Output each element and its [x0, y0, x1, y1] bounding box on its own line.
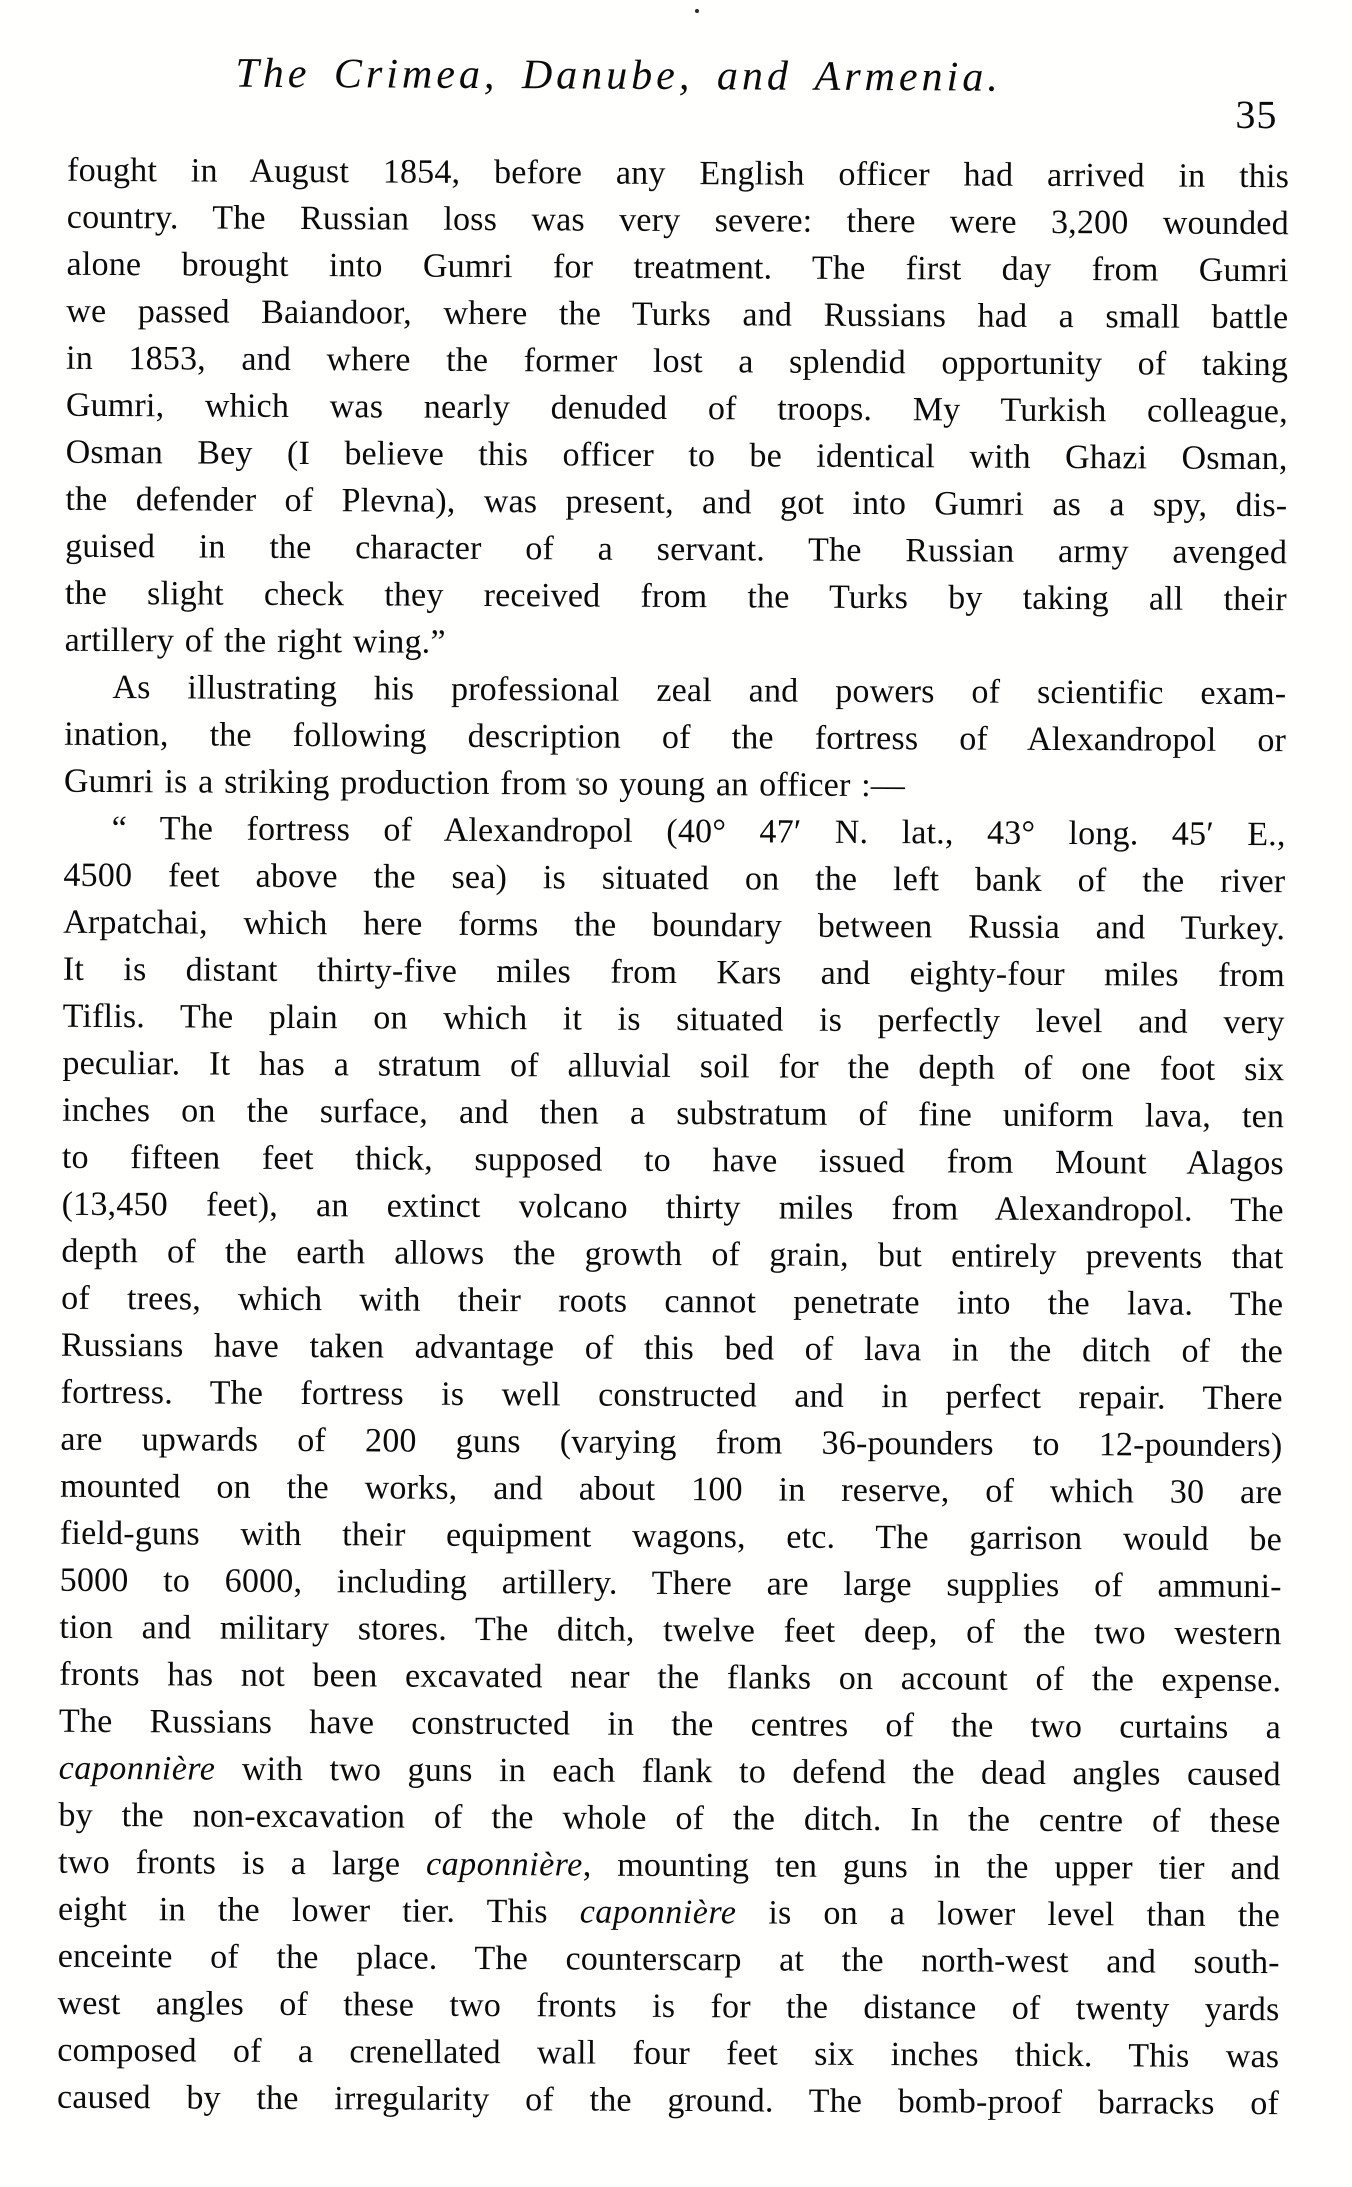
text-line: in 1853, and where the former lost a splendid opportunity of taking [66, 339, 1289, 384]
text-line: Arpatchai, which here forms the boundary between Russia and Turkey. [63, 903, 1286, 948]
text-line: peculiar. It has a stratum of alluvial soil for the depth of one foot six [62, 1044, 1285, 1089]
text-line: artillery of the right wing.” [64, 621, 446, 661]
text-line: Gumri, which was nearly denuded of troops. My Turkish colleague, [65, 386, 1288, 431]
text-line: we passed Baiandoor, where the Turks and Russians had a small battle [66, 292, 1289, 337]
text-line: west angles of these two fronts is for the distance of twenty yards [57, 1984, 1280, 2029]
text-line: fortress. The fortress is well constructed and in perfect repair. There [60, 1373, 1283, 1418]
text-line: As illustrating his professional zeal and powers of scientific exam- [112, 669, 1287, 713]
text-line: Osman Bey (I believe this officer to be identical with Ghazi Osman, [65, 433, 1288, 478]
text-line: eight in the lower tier. This caponnière is on a lower level than the [57, 1890, 1281, 1935]
text-line: Russians have taken advantage of this bed of lava in the ditch of the [60, 1326, 1284, 1371]
text-line: (13,450 feet), an extinct volcano thirty miles from Alexandropol. The [61, 1185, 1284, 1230]
page-body [57, 147, 1289, 2127]
text-line: guised in the character of a servant. The Russian army avenged [65, 527, 1288, 572]
text-line: are upwards of 200 guns (varying from 36-pounders to 12-pounders) [60, 1420, 1283, 1465]
text-line: 5000 to 6000, including artillery. There are large supplies of ammuni- [59, 1561, 1282, 1606]
paragraph [64, 664, 1287, 811]
running-title: The Crimea, Danube, and Armenia. [235, 50, 1002, 101]
text-line: tion and military stores. The ditch, twelve feet deep, of the two western [59, 1608, 1282, 1653]
text-line: Tiflis. The plain on which it is situated is perfectly level and very [62, 997, 1285, 1042]
text-line: caused by the irregularity of the ground. The bomb-proof barracks of [56, 2078, 1280, 2123]
text-line: Gumri is a striking production from so young an officer :— [63, 762, 906, 805]
italic-word: caponnière [425, 1845, 583, 1884]
text-line: to fifteen feet thick, supposed to have issued from Mount Alagos [61, 1138, 1285, 1183]
page-header [67, 0, 1290, 153]
italic-word: caponnière [579, 1893, 737, 1932]
text-line: depth of the earth allows the growth of grain, but entirely prevents that [61, 1232, 1284, 1277]
text-line: by the non-excavation of the whole of the ditch. In the centre of these [58, 1796, 1281, 1841]
text-line: fronts has not been excavated near the flanks on account of the expense. [59, 1655, 1282, 1700]
text-line: of trees, which with their roots cannot penetrate into the lava. The [61, 1279, 1284, 1324]
paragraph [65, 147, 1290, 670]
paragraph [57, 805, 1286, 2127]
text-line: 4500 feet above the sea) is situated on the left bank of the river [63, 856, 1286, 901]
text-line: “ The fortress of Alexandropol (40° 47′ N. lat., 43° long. 45′ E., [111, 810, 1286, 854]
text-line: ination, the following description of the fortress of Alexandropol or [64, 715, 1287, 760]
text-line: field-guns with their equipment wagons, etc. The garrison would be [59, 1514, 1283, 1559]
text-line: mounted on the works, and about 100 in reserve, of which 30 are [60, 1467, 1283, 1512]
text-line: enceinte of the place. The counterscarp at the north-west and south- [57, 1937, 1280, 1982]
page-number: 35 [1235, 91, 1278, 138]
text-line: caponnière with two guns in each flank to defend the dead angles caused [58, 1749, 1281, 1794]
text-line: the defender of Plevna), was present, and got into Gumri as a spy, dis- [65, 480, 1288, 525]
text-line: country. The Russian loss was very severe: there were 3,200 wounded [66, 198, 1289, 243]
text-line: two fronts is a large caponnière, mounting ten guns in the upper tier and [58, 1843, 1281, 1888]
italic-word: caponnière [58, 1749, 216, 1788]
text-line: alone brought into Gumri for treatment. The first day from Gumri [66, 245, 1289, 290]
text-line: It is distant thirty-five miles from Kars and eighty-four miles from [62, 950, 1285, 995]
text-line: the slight check they received from the Turks by taking all their [64, 574, 1287, 619]
page-content [57, 0, 1290, 2127]
text-line: The Russians have constructed in the centres of the two curtains a [58, 1702, 1282, 1747]
text-line: fought in August 1854, before any English officer had arrived in this [67, 151, 1290, 196]
text-line: composed of a crenellated wall four feet six inches thick. This was [57, 2031, 1280, 2076]
text-line: inches on the surface, and then a substratum of fine uniform lava, ten [62, 1091, 1285, 1136]
